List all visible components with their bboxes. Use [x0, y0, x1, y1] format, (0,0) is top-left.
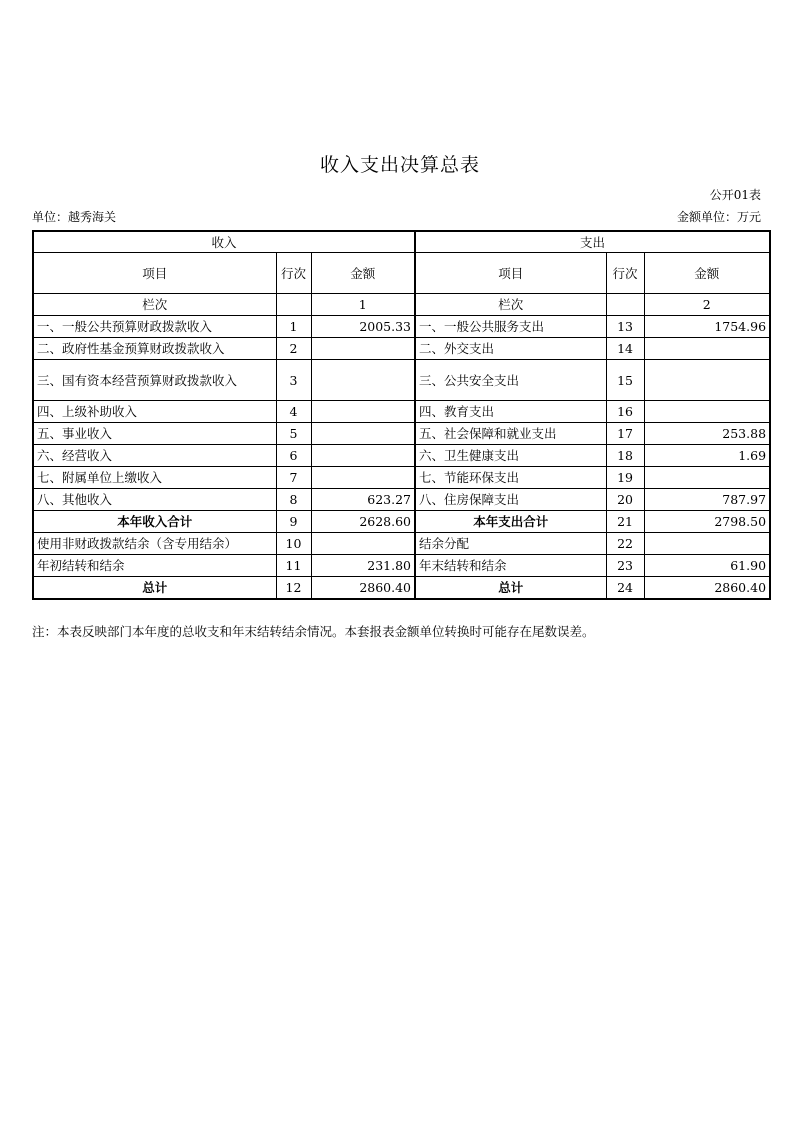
income-total-amount: 2860.40 [311, 577, 415, 600]
reporting-unit: 单位：越秀海关 [32, 210, 117, 224]
expense-item: 结余分配 [415, 533, 606, 555]
subtotal-row [33, 511, 770, 533]
income-item: 八、其他收入 [33, 489, 276, 511]
expense-column-blank [606, 294, 644, 316]
table-row [33, 360, 770, 401]
income-item: 一、一般公共预算财政拨款收入 [33, 316, 276, 338]
income-line: 7 [276, 467, 311, 489]
income-line: 8 [276, 489, 311, 511]
expense-column-number: 2 [644, 294, 770, 316]
expense-amount: 253.88 [644, 423, 770, 445]
income-item: 五、事业收入 [33, 423, 276, 445]
income-line: 11 [276, 555, 311, 577]
income-item: 三、国有资本经营预算财政拨款收入 [33, 360, 276, 401]
expense-subtotal-amount: 2798.50 [644, 511, 770, 533]
page-title: 收入支出决算总表 [319, 154, 480, 176]
expense-item: 四、教育支出 [415, 401, 606, 423]
expense-amount: 61.90 [644, 555, 770, 577]
table-row [33, 533, 770, 555]
expense-section-header: 支出 [415, 231, 770, 253]
expense-total-label: 总计 [415, 577, 606, 600]
expense-item: 五、社会保障和就业支出 [415, 423, 606, 445]
income-amount [311, 401, 415, 423]
income-subtotal-label: 本年收入合计 [33, 511, 276, 533]
income-item: 年初结转和结余 [33, 555, 276, 577]
expense-item-header: 项目 [415, 253, 606, 294]
expense-item: 三、公共安全支出 [415, 360, 606, 401]
expense-item: 年末结转和结余 [415, 555, 606, 577]
expense-amount: 1754.96 [644, 316, 770, 338]
expense-line-header: 行次 [606, 253, 644, 294]
income-line: 6 [276, 445, 311, 467]
expense-amount [644, 338, 770, 360]
footnote: 注：本表反映部门本年度的总收支和年末结转结余情况。本套报表金额单位转换时可能存在尾数误差。 [32, 624, 595, 639]
expense-line: 13 [606, 316, 644, 338]
income-item: 使用非财政拨款结余（含专用结余） [33, 533, 276, 555]
income-line: 4 [276, 401, 311, 423]
table-row [33, 489, 770, 511]
expense-amount [644, 467, 770, 489]
income-section-header: 收入 [33, 231, 415, 253]
expense-amount: 787.97 [644, 489, 770, 511]
income-amount [311, 338, 415, 360]
income-amount: 623.27 [311, 489, 415, 511]
expense-item: 六、卫生健康支出 [415, 445, 606, 467]
income-line: 2 [276, 338, 311, 360]
income-line: 10 [276, 533, 311, 555]
income-line-header: 行次 [276, 253, 311, 294]
expense-item: 二、外交支出 [415, 338, 606, 360]
table-row [33, 338, 770, 360]
expense-line: 17 [606, 423, 644, 445]
income-item: 七、附属单位上缴收入 [33, 467, 276, 489]
income-column-blank [276, 294, 311, 316]
income-line: 12 [276, 577, 311, 600]
table-row [33, 316, 770, 338]
table-row [33, 555, 770, 577]
column-number-row [33, 294, 770, 316]
column-header-row [33, 253, 770, 294]
expense-line: 15 [606, 360, 644, 401]
table-row [33, 445, 770, 467]
total-row [33, 577, 770, 600]
expense-amount [644, 533, 770, 555]
income-amount: 2005.33 [311, 316, 415, 338]
expense-amount [644, 360, 770, 401]
income-column-number: 1 [311, 294, 415, 316]
income-item-header: 项目 [33, 253, 276, 294]
income-amount [311, 467, 415, 489]
expense-item: 八、住房保障支出 [415, 489, 606, 511]
income-item: 六、经营收入 [33, 445, 276, 467]
income-amount [311, 445, 415, 467]
expense-line: 22 [606, 533, 644, 555]
expense-line: 24 [606, 577, 644, 600]
income-amount: 231.80 [311, 555, 415, 577]
expense-amount [644, 401, 770, 423]
income-item: 二、政府性基金预算财政拨款收入 [33, 338, 276, 360]
income-amount-header: 金额 [311, 253, 415, 294]
form-code: 公开01表 [709, 188, 761, 202]
income-item: 四、上级补助收入 [33, 401, 276, 423]
expense-amount-header: 金额 [644, 253, 770, 294]
income-amount [311, 533, 415, 555]
expense-line: 23 [606, 555, 644, 577]
expense-line: 18 [606, 445, 644, 467]
income-amount [311, 360, 415, 401]
amount-unit: 金额单位：万元 [676, 210, 761, 224]
income-line: 3 [276, 360, 311, 401]
expense-line: 20 [606, 489, 644, 511]
income-line: 9 [276, 511, 311, 533]
table-row [33, 401, 770, 423]
table-row [33, 467, 770, 489]
expense-amount: 1.69 [644, 445, 770, 467]
income-line: 1 [276, 316, 311, 338]
income-amount [311, 423, 415, 445]
expense-line: 21 [606, 511, 644, 533]
table-row [33, 423, 770, 445]
expense-subtotal-label: 本年支出合计 [415, 511, 606, 533]
expense-item: 一、一般公共服务支出 [415, 316, 606, 338]
income-line: 5 [276, 423, 311, 445]
expense-column-label: 栏次 [415, 294, 606, 316]
expense-line: 16 [606, 401, 644, 423]
income-subtotal-amount: 2628.60 [311, 511, 415, 533]
expense-line: 14 [606, 338, 644, 360]
expense-line: 19 [606, 467, 644, 489]
expense-total-amount: 2860.40 [644, 577, 770, 600]
income-total-label: 总计 [33, 577, 276, 600]
expense-item: 七、节能环保支出 [415, 467, 606, 489]
section-header-row [33, 231, 770, 253]
income-column-label: 栏次 [33, 294, 276, 316]
budget-summary-table [32, 230, 771, 600]
